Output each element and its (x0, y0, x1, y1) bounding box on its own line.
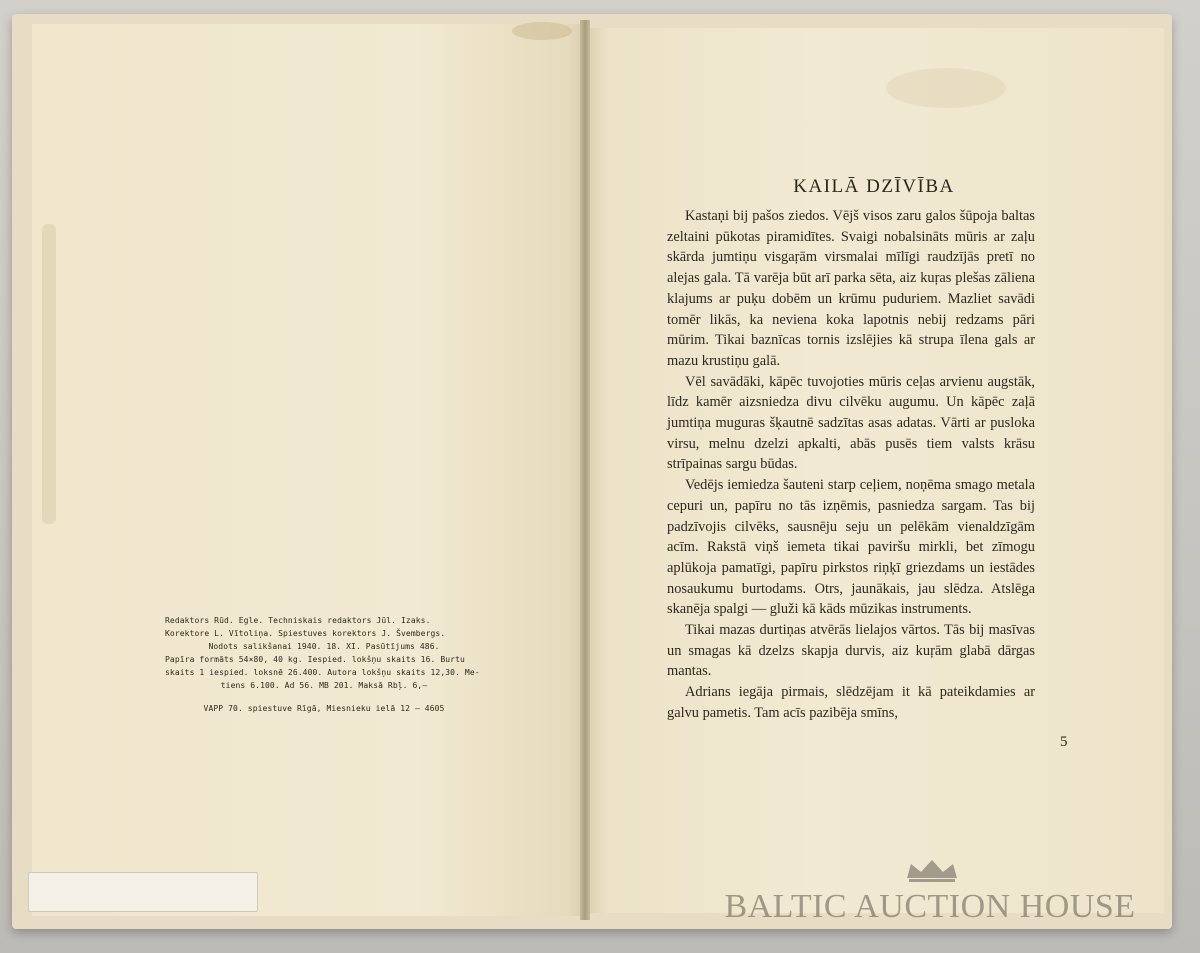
paragraph: Adrians iegāja pirmais, slēdzējam it kā pateikdamies ar galvu pametis. Tam acīs pazibēja smīns, (667, 684, 1035, 721)
paper-stain (512, 22, 572, 40)
chapter-title: KAILĀ DZĪVĪBA (793, 176, 955, 197)
page-number: 5 (1060, 734, 1068, 750)
imprint-line: Papīra formāts 54×80, 40 kg. Iespied. lokšņu skaits 16. Burtu (165, 655, 465, 664)
imprint-line: Redaktors Rūd. Egle. Techniskais redaktors Jūl. Izaks. (165, 616, 431, 625)
imprint-line: tiens 6.100. Ad 56. MB 201. Maksā Rbļ. 6,— (220, 681, 428, 690)
book-gutter (580, 20, 590, 920)
crown-icon (903, 856, 961, 884)
watermark-text: BALTIC AUCTION HOUSE (724, 888, 1136, 925)
chapter-body (667, 206, 1035, 724)
imprint-block (165, 614, 483, 715)
paragraph: Vēl savādāki, kāpēc tuvojoties mūris ceļas arvienu augstāk, līdz kamēr aizsniedza divu cilvēku augumu. Un kāpēc zaļā jumtiņa muguras šķautnē sadzītas asas adatas. Vārti ar pusloka virsu, melnu dzelzi apkalti, abās pusēs tiem valsts krāsu strīpainas sargu būdas. (667, 373, 1035, 473)
paragraph: Kastaņi bij pašos ziedos. Vējš visos zaru galos šūpoja baltas zeltaini pūkotas piramidītes. Svaigi nobalsināts mūris ar zaļu skārda jumtiņu visgaŗām virsmalai mīlīgi raudzījās pretī no alejas gala. Tā varēja būt arī parka sēta, aiz kuŗas plešas zāliena klajums ar puķu dobēm un krūmu puduriem. Mazliet savādi tomēr likās, ka neviena koka lapotnis nebij redzams pāri mūrim. Tikai baznīcas tornis izslējies kā strupa īlena gals ar mazu krustiņu galā. (667, 208, 1035, 369)
paragraph: Vedējs iemiedza šauteni starp ceļiem, noņēma smago metala cepuri un, papīru no tās izņēmis, pasniedza sargam. Tas bij padzīvojis cilvēks, sausnēju seju un pelēkām vienaldzīgām acīm. Rakstā viņš iemeta tikai paviršu mirkli, bet zīmogu aplūkoja pamatīgi, papīru pirkstos riņķī griezdams un iestādes nosaukumu burtodams. Otrs, jaunākais, jau slēdza. Atslēga skanēja spalgi — gluži kā kāds mūzikas instruments. (667, 477, 1035, 618)
imprint-line: skaits 1 iespied. loksnē 26.400. Autora lokšņu skaits 12,30. Me- (165, 668, 480, 677)
imprint-line: Nodots salikšanai 1940. 18. XI. Pasūtījums 486. (208, 642, 440, 651)
paper-stain (886, 68, 1006, 108)
paragraph: Tikai mazas durtiņas atvērās lielajos vārtos. Tās bij masīvas un smagas kā dzelzs skapja durvis, aiz kuŗām glabā dārgas mantas. (667, 622, 1035, 680)
left-page (32, 24, 584, 916)
paper-stain (42, 224, 56, 524)
imprint-line: Korektore L. Vītoliņa. Spiestuves korektors J. Švembergs. (165, 629, 446, 638)
printer-line: VAPP 70. spiestuve Rīgā, Miesnieku ielā 12 — 4605 (203, 704, 445, 713)
page-edge-tear (28, 872, 258, 912)
